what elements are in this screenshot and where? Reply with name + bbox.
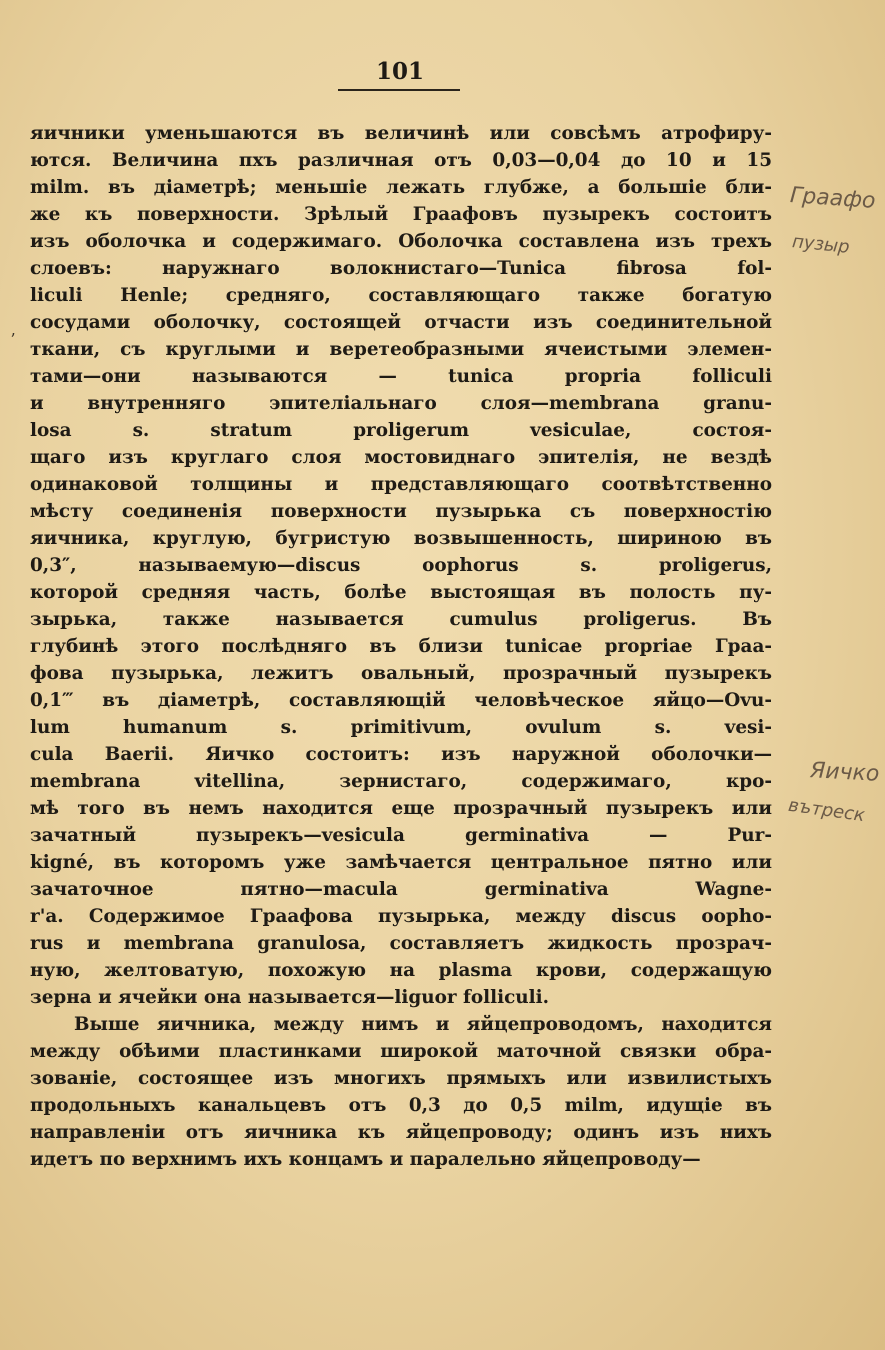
body-text: [30, 120, 772, 1173]
text-line: слоевъ: наружнаго волокнистаго—Tunica fibrosa fol-: [30, 258, 772, 279]
text-line: kigné, въ которомъ уже замѣчается центральное пятно или: [30, 852, 772, 873]
margin-note: Яичко: [809, 758, 880, 787]
stray-ink-mark: ʼ: [10, 330, 16, 349]
text-line: зачаточное пятно—macula germinativa Wagne-: [30, 879, 772, 900]
margin-note: вътреск: [786, 794, 867, 827]
text-line: ткани, съ круглыми и веретеобразными ячеистыми элемен-: [30, 339, 772, 360]
text-line: между обѣими пластинками широкой маточной связки обра-: [30, 1041, 772, 1062]
text-line: яичники уменьшаются въ величинѣ или совсѣмъ атрофиру-: [30, 123, 772, 144]
text-line: 0,1‴ въ діаметрѣ, составляющій человѣческое яйцо—Ovu-: [30, 690, 772, 711]
text-line: продольныхъ канальцевъ отъ 0,3 до 0,5 milm, идущіе въ: [30, 1095, 772, 1116]
margin-note: пузыр: [791, 231, 851, 258]
text-line: яичника, круглую, бугристую возвышенность, шириною въ: [30, 528, 772, 549]
text-line: щаго изъ круглаго слоя мостовиднаго эпителія, не вездѣ: [30, 447, 772, 468]
margin-note: Граафо: [789, 183, 877, 214]
text-line: идетъ по верхнимъ ихъ концамъ и паралельно яйцепроводу—: [30, 1149, 701, 1170]
text-line: глубинѣ этого послѣдняго въ близи tunicae propriae Граа-: [30, 636, 772, 657]
text-line: rus и membrana granulosa, составляетъ жидкость прозрач-: [30, 933, 772, 954]
text-line: мѣсту соединенія поверхности пузырька съ поверхностію: [30, 501, 772, 522]
text-line: же къ поверхности. Зрѣлый Граафовъ пузырекъ состоитъ: [30, 204, 772, 225]
text-line: Выше яичника, между нимъ и яйцепроводомъ, находится: [74, 1014, 772, 1035]
text-line: изъ оболочка и содержимаго. Оболочка составлена изъ трехъ: [30, 231, 772, 252]
text-line: зерна и ячейки она называется—liguor folliculi.: [30, 987, 550, 1008]
text-line: r'a. Содержимое Граафова пузырька, между discus oopho-: [30, 906, 772, 927]
text-line: которой средняя часть, болѣе выстоящая въ полость пу-: [30, 582, 772, 603]
page-number: 101: [375, 58, 424, 85]
text-line: lum humanum s. primitivum, ovulum s. vesi-: [30, 717, 772, 738]
text-line: 0,3″, называемую—discus oophorus s. proligerus,: [30, 555, 772, 576]
text-line: одинаковой толщины и представляющаго соотвѣтственно: [30, 474, 772, 495]
text-line: cula Baerii. Яичко состоитъ: изъ наружной оболочки—: [30, 744, 772, 765]
text-line: зованіе, состоящее изъ многихъ прямыхъ или извилистыхъ: [30, 1068, 772, 1089]
text-line: зачатный пузырекъ—vesicula germinativa — Pur-: [30, 825, 772, 846]
text-line: и внутренняго эпителіальнаго слоя—membrana granu-: [30, 393, 772, 414]
text-line: ную, желтоватую, похожую на plasma крови, содержащую: [30, 960, 772, 981]
text-line: тами—они называются — tunica propria folliculi: [30, 366, 772, 387]
text-line: membrana vitellina, зернистаго, содержимаго, кро-: [30, 771, 772, 792]
text-line: milm. въ діаметрѣ; меньшіе лежать глубже, а большіе бли-: [30, 177, 772, 198]
text-line: losa s. stratum proligerum vesiculae, состоя-: [30, 420, 772, 441]
text-line: сосудами оболочку, состоящей отчасти изъ соединительной: [30, 312, 772, 333]
text-line: liculi Henle; средняго, составляющаго также богатую: [30, 285, 772, 306]
text-line: фова пузырька, лежитъ овальный, прозрачный пузырекъ: [30, 663, 772, 684]
page-number-rule: [338, 89, 460, 91]
text-line: направленіи отъ яичника къ яйцепроводу; одинъ изъ нихъ: [30, 1122, 772, 1143]
text-line: ются. Величина пхъ различная отъ 0,03—0,04 до 10 и 15: [30, 150, 772, 171]
text-line: зырька, также называется cumulus proligerus. Въ: [30, 609, 772, 630]
text-line: мѣ того въ немъ находится еще прозрачный пузырекъ или: [30, 798, 772, 819]
